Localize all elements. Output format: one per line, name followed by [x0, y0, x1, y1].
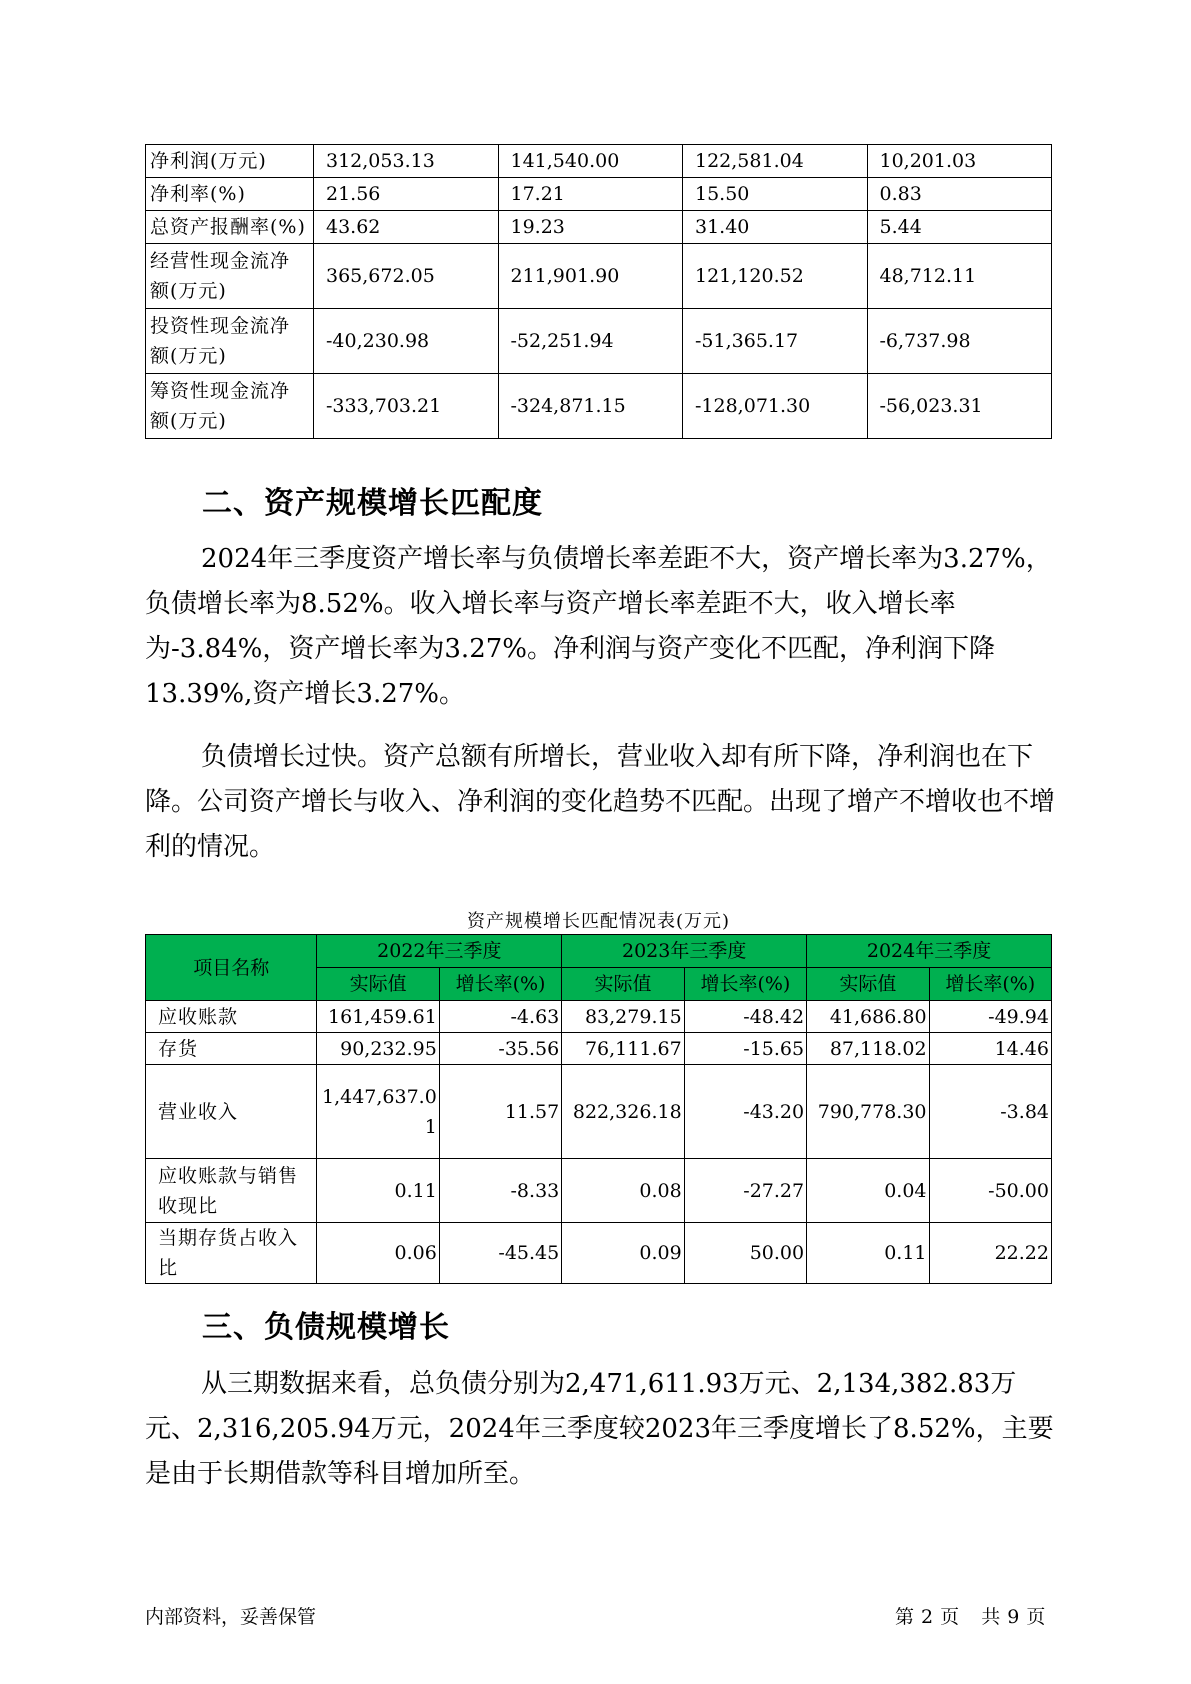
row-label: 应收账款 — [146, 1001, 317, 1033]
table-row — [146, 309, 1052, 374]
row-label: 经营性现金流净额(万元) — [146, 244, 314, 309]
row-label: 应收账款与销售收现比 — [146, 1159, 317, 1223]
page-suffix: 页 — [940, 1606, 961, 1628]
table-cell: 0.11 — [807, 1223, 929, 1284]
table-cell: -27.27 — [684, 1159, 806, 1223]
table-cell: -50.00 — [929, 1159, 1051, 1223]
table-cell: 121,120.52 — [683, 244, 868, 309]
table-cell: 83,279.15 — [562, 1001, 684, 1033]
row-label: 筹资性现金流净额(万元) — [146, 374, 314, 439]
table-cell: 0.08 — [562, 1159, 684, 1223]
table-cell: -324,871.15 — [498, 374, 683, 439]
table-cell: -333,703.21 — [314, 374, 499, 439]
total-suffix: 页 — [1026, 1606, 1047, 1628]
table-cell: 50.00 — [684, 1223, 806, 1284]
column-header-growth: 增长率(%) — [929, 968, 1051, 1001]
row-label: 营业收入 — [146, 1065, 317, 1159]
table-cell: 5.44 — [867, 211, 1052, 244]
column-header-growth: 增长率(%) — [439, 968, 561, 1001]
table-cell: 211,901.90 — [498, 244, 683, 309]
table-cell: -35.56 — [439, 1033, 561, 1065]
column-header-actual: 实际值 — [562, 968, 684, 1001]
table-cell: 0.11 — [317, 1159, 439, 1223]
table-cell: -40,230.98 — [314, 309, 499, 374]
column-header-period: 2024年三季度 — [807, 935, 1052, 968]
column-header-period: 2022年三季度 — [317, 935, 562, 968]
table-header-row — [146, 935, 1052, 968]
table-row — [146, 1065, 1052, 1159]
table-cell: -52,251.94 — [498, 309, 683, 374]
table-cell: -48.42 — [684, 1001, 806, 1033]
table-caption: 资产规模增长匹配情况表(万元) — [466, 911, 731, 932]
paragraph: 从三期数据来看，总负债分别为2,471,611.93万元、2,134,382.83万元、2,316,205.94万元，2024年三季度较2023年三季度增长了8.52%，主要是由于长期借款等科目增加所至。 — [145, 1369, 1054, 1489]
footer-confidential-note: 内部资料，妥善保管 — [145, 1606, 317, 1628]
table-cell: 0.04 — [807, 1159, 929, 1223]
table-cell: 17.21 — [498, 178, 683, 211]
section-heading-liability-growth: 三、负债规模增长 — [202, 1310, 450, 1345]
table-cell: -49.94 — [929, 1001, 1051, 1033]
table-cell: -51,365.17 — [683, 309, 868, 374]
table-cell: -15.65 — [684, 1033, 806, 1065]
table-cell: 122,581.04 — [683, 145, 868, 178]
table-cell: 365,672.05 — [314, 244, 499, 309]
total-prefix: 共 — [981, 1606, 1002, 1628]
table-cell: -43.20 — [684, 1065, 806, 1159]
table-row — [146, 374, 1052, 439]
column-header-item: 项目名称 — [146, 935, 317, 1001]
total-pages: 9 — [1007, 1606, 1021, 1628]
section-heading-asset-growth: 二、资产规模增长匹配度 — [202, 486, 543, 521]
table-cell: 10,201.03 — [867, 145, 1052, 178]
table-cell: 31.40 — [683, 211, 868, 244]
table-cell: 76,111.67 — [562, 1033, 684, 1065]
table-cell: 19.23 — [498, 211, 683, 244]
paragraph: 2024年三季度资产增长率与负债增长率差距不大，资产增长率为3.27%，负债增长率为8.52%。收入增长率与资产增长率差距不大，收入增长率为-3.84%，资产增长率为3.27%。净利润与资产变化不匹配，净利润下降13.39%,资产增长3.27%。 — [145, 544, 1052, 709]
table-row — [146, 1033, 1052, 1065]
table-cell: 0.09 — [562, 1223, 684, 1284]
table-cell: 87,118.02 — [807, 1033, 929, 1065]
row-label: 投资性现金流净额(万元) — [146, 309, 314, 374]
column-header-period: 2023年三季度 — [562, 935, 807, 968]
table-cell: -6,737.98 — [867, 309, 1052, 374]
row-label: 净利率(%) — [146, 178, 314, 211]
table-row — [146, 244, 1052, 309]
table-cell: 22.22 — [929, 1223, 1051, 1284]
table-row — [146, 145, 1052, 178]
row-label: 当期存货占收入比 — [146, 1223, 317, 1284]
row-label: 总资产报酬率(%) — [146, 211, 314, 244]
table-cell: 141,540.00 — [498, 145, 683, 178]
table-row — [146, 1159, 1052, 1223]
table-cell: -3.84 — [929, 1065, 1051, 1159]
table-cell: 48,712.11 — [867, 244, 1052, 309]
table-cell: 1,447,637.01 — [317, 1065, 439, 1159]
table-cell: 15.50 — [683, 178, 868, 211]
table-cell: -8.33 — [439, 1159, 561, 1223]
footer-page-number — [895, 1602, 1046, 1629]
table-cell: 21.56 — [314, 178, 499, 211]
page-prefix: 第 — [895, 1606, 916, 1628]
table-cell: -4.63 — [439, 1001, 561, 1033]
row-label: 存货 — [146, 1033, 317, 1065]
table-row — [146, 1001, 1052, 1033]
table-cell: 41,686.80 — [807, 1001, 929, 1033]
table-cell: -45.45 — [439, 1223, 561, 1284]
table-cell: 11.57 — [439, 1065, 561, 1159]
column-header-growth: 增长率(%) — [684, 968, 806, 1001]
table-cell: 43.62 — [314, 211, 499, 244]
column-header-actual: 实际值 — [317, 968, 439, 1001]
column-header-actual: 实际值 — [807, 968, 929, 1001]
table-cell: 312,053.13 — [314, 145, 499, 178]
table-cell: 90,232.95 — [317, 1033, 439, 1065]
row-label: 净利润(万元) — [146, 145, 314, 178]
table-cell: 14.46 — [929, 1033, 1051, 1065]
table-cell: 161,459.61 — [317, 1001, 439, 1033]
table-cell: -56,023.31 — [867, 374, 1052, 439]
financial-indicators-table — [145, 144, 1052, 439]
table-cell: 822,326.18 — [562, 1065, 684, 1159]
table-row — [146, 1223, 1052, 1284]
table-cell: 0.06 — [317, 1223, 439, 1284]
table-row — [146, 211, 1052, 244]
paragraph: 负债增长过快。资产总额有所增长，营业收入却有所下降，净利润也在下降。公司资产增长与收入、净利润的变化趋势不匹配。出现了增产不增收也不增利的情况。 — [145, 742, 1056, 862]
table-cell: 0.83 — [867, 178, 1052, 211]
asset-growth-match-table — [145, 934, 1052, 1284]
table-cell: 790,778.30 — [807, 1065, 929, 1159]
table-row — [146, 178, 1052, 211]
current-page: 2 — [921, 1606, 935, 1628]
table-cell: -128,071.30 — [683, 374, 868, 439]
